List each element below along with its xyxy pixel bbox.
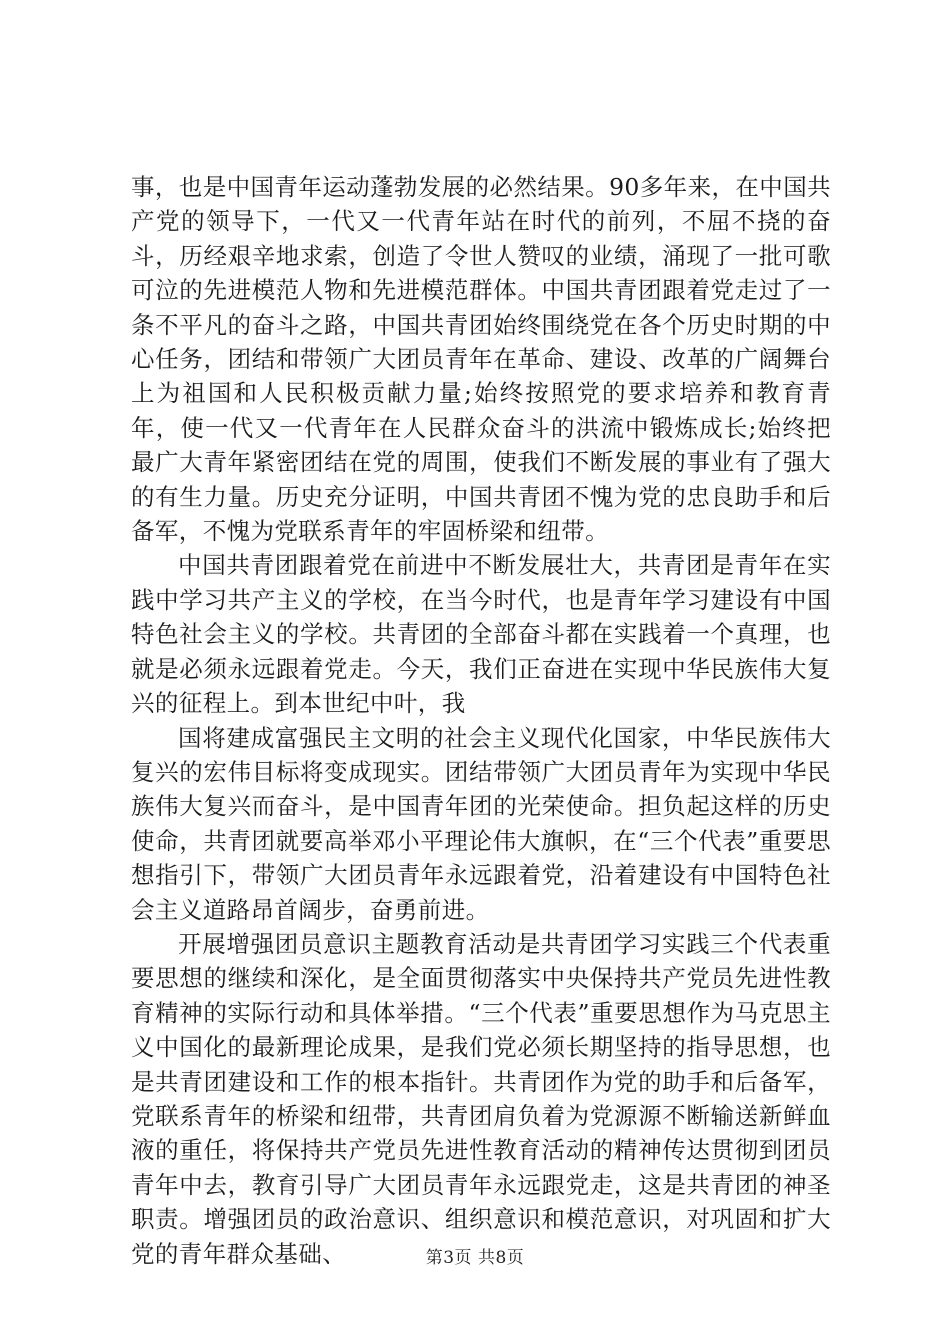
page-footer: 第3页 共8页 — [425, 1248, 525, 1268]
paragraph-4: 开展增强团员意识主题教育活动是共青团学习实践三个代表重要思想的继续和深化，是全面贯彻落实中央保持共产党员先进性教育精神的实际行动和具体举措。“三个代表”重要思想作为马克思主义中国化的最新理论成果，是我们党必须长期坚持的指导思想，也是共青团建设和工作的根本指针。共青团作为党的助手和后备军，党联系青年的桥梁和纽带，共青团肩负着为党源源不断输送新鲜血液的重任，将保持共产党员先进性教育活动的精神传达贯彻到团员青年中去，教育引导广大团员青年永远跟党走，这是共青团的神圣职责。增强团员的政治意识、组织意识和模范意识，对巩固和扩大党的青年群众基础、 — [131, 929, 831, 1268]
paragraph-2: 中国共青团跟着党在前进中不断发展壮大，共青团是青年在实践中学习共产主义的学校，在当今时代，也是青年学习建设有中国特色社会主义的学校。共青团的全部奋斗都在实践着一个真理，也就是必须永远跟着党走。今天，我们正奋进在实现中华民族伟大复兴的征程上。到本世纪中叶，我 — [131, 551, 831, 718]
paragraph-3: 国将建成富强民主文明的社会主义现代化国家，中华民族伟大复兴的宏伟目标将变成现实。团结带领广大团员青年为实现中华民族伟大复兴而奋斗，是中国青年团的光荣使命。担负起这样的历史使命，共青团就要高举邓小平理论伟大旗帜，在“三个代表”重要思想指引下，带领广大团员青年永远跟着党，沿着建设有中国特色社会主义道路昂首阔步，奋勇前进。 — [131, 723, 831, 924]
document-body — [131, 170, 831, 1271]
paragraph-1: 事，也是中国青年运动蓬勃发展的必然结果。90多年来，在中国共产党的领导下，一代又一代青年站在时代的前列，不屈不挠的奋斗，历经艰辛地求索，创造了令世人赞叹的业绩，涌现了一批可歌可泣的先进模范人物和先进模范群体。中国共青团跟着党走过了一条不平凡的奋斗之路，中国共青团始终围绕党在各个历史时期的中心任务，团结和带领广大团员青年在革命、建设、改革的广阔舞台上为祖国和人民积极贡献力量;始终按照党的要求培养和教育青年，使一代又一代青年在人民群众奋斗的洪流中锻炼成长;始终把最广大青年紧密团结在党的周围，使我们不断发展的事业有了强大的有生力量。历史充分证明，中国共青团不愧为党的忠良助手和后备军，不愧为党联系青年的牢固桥梁和纽带。 — [131, 173, 831, 546]
